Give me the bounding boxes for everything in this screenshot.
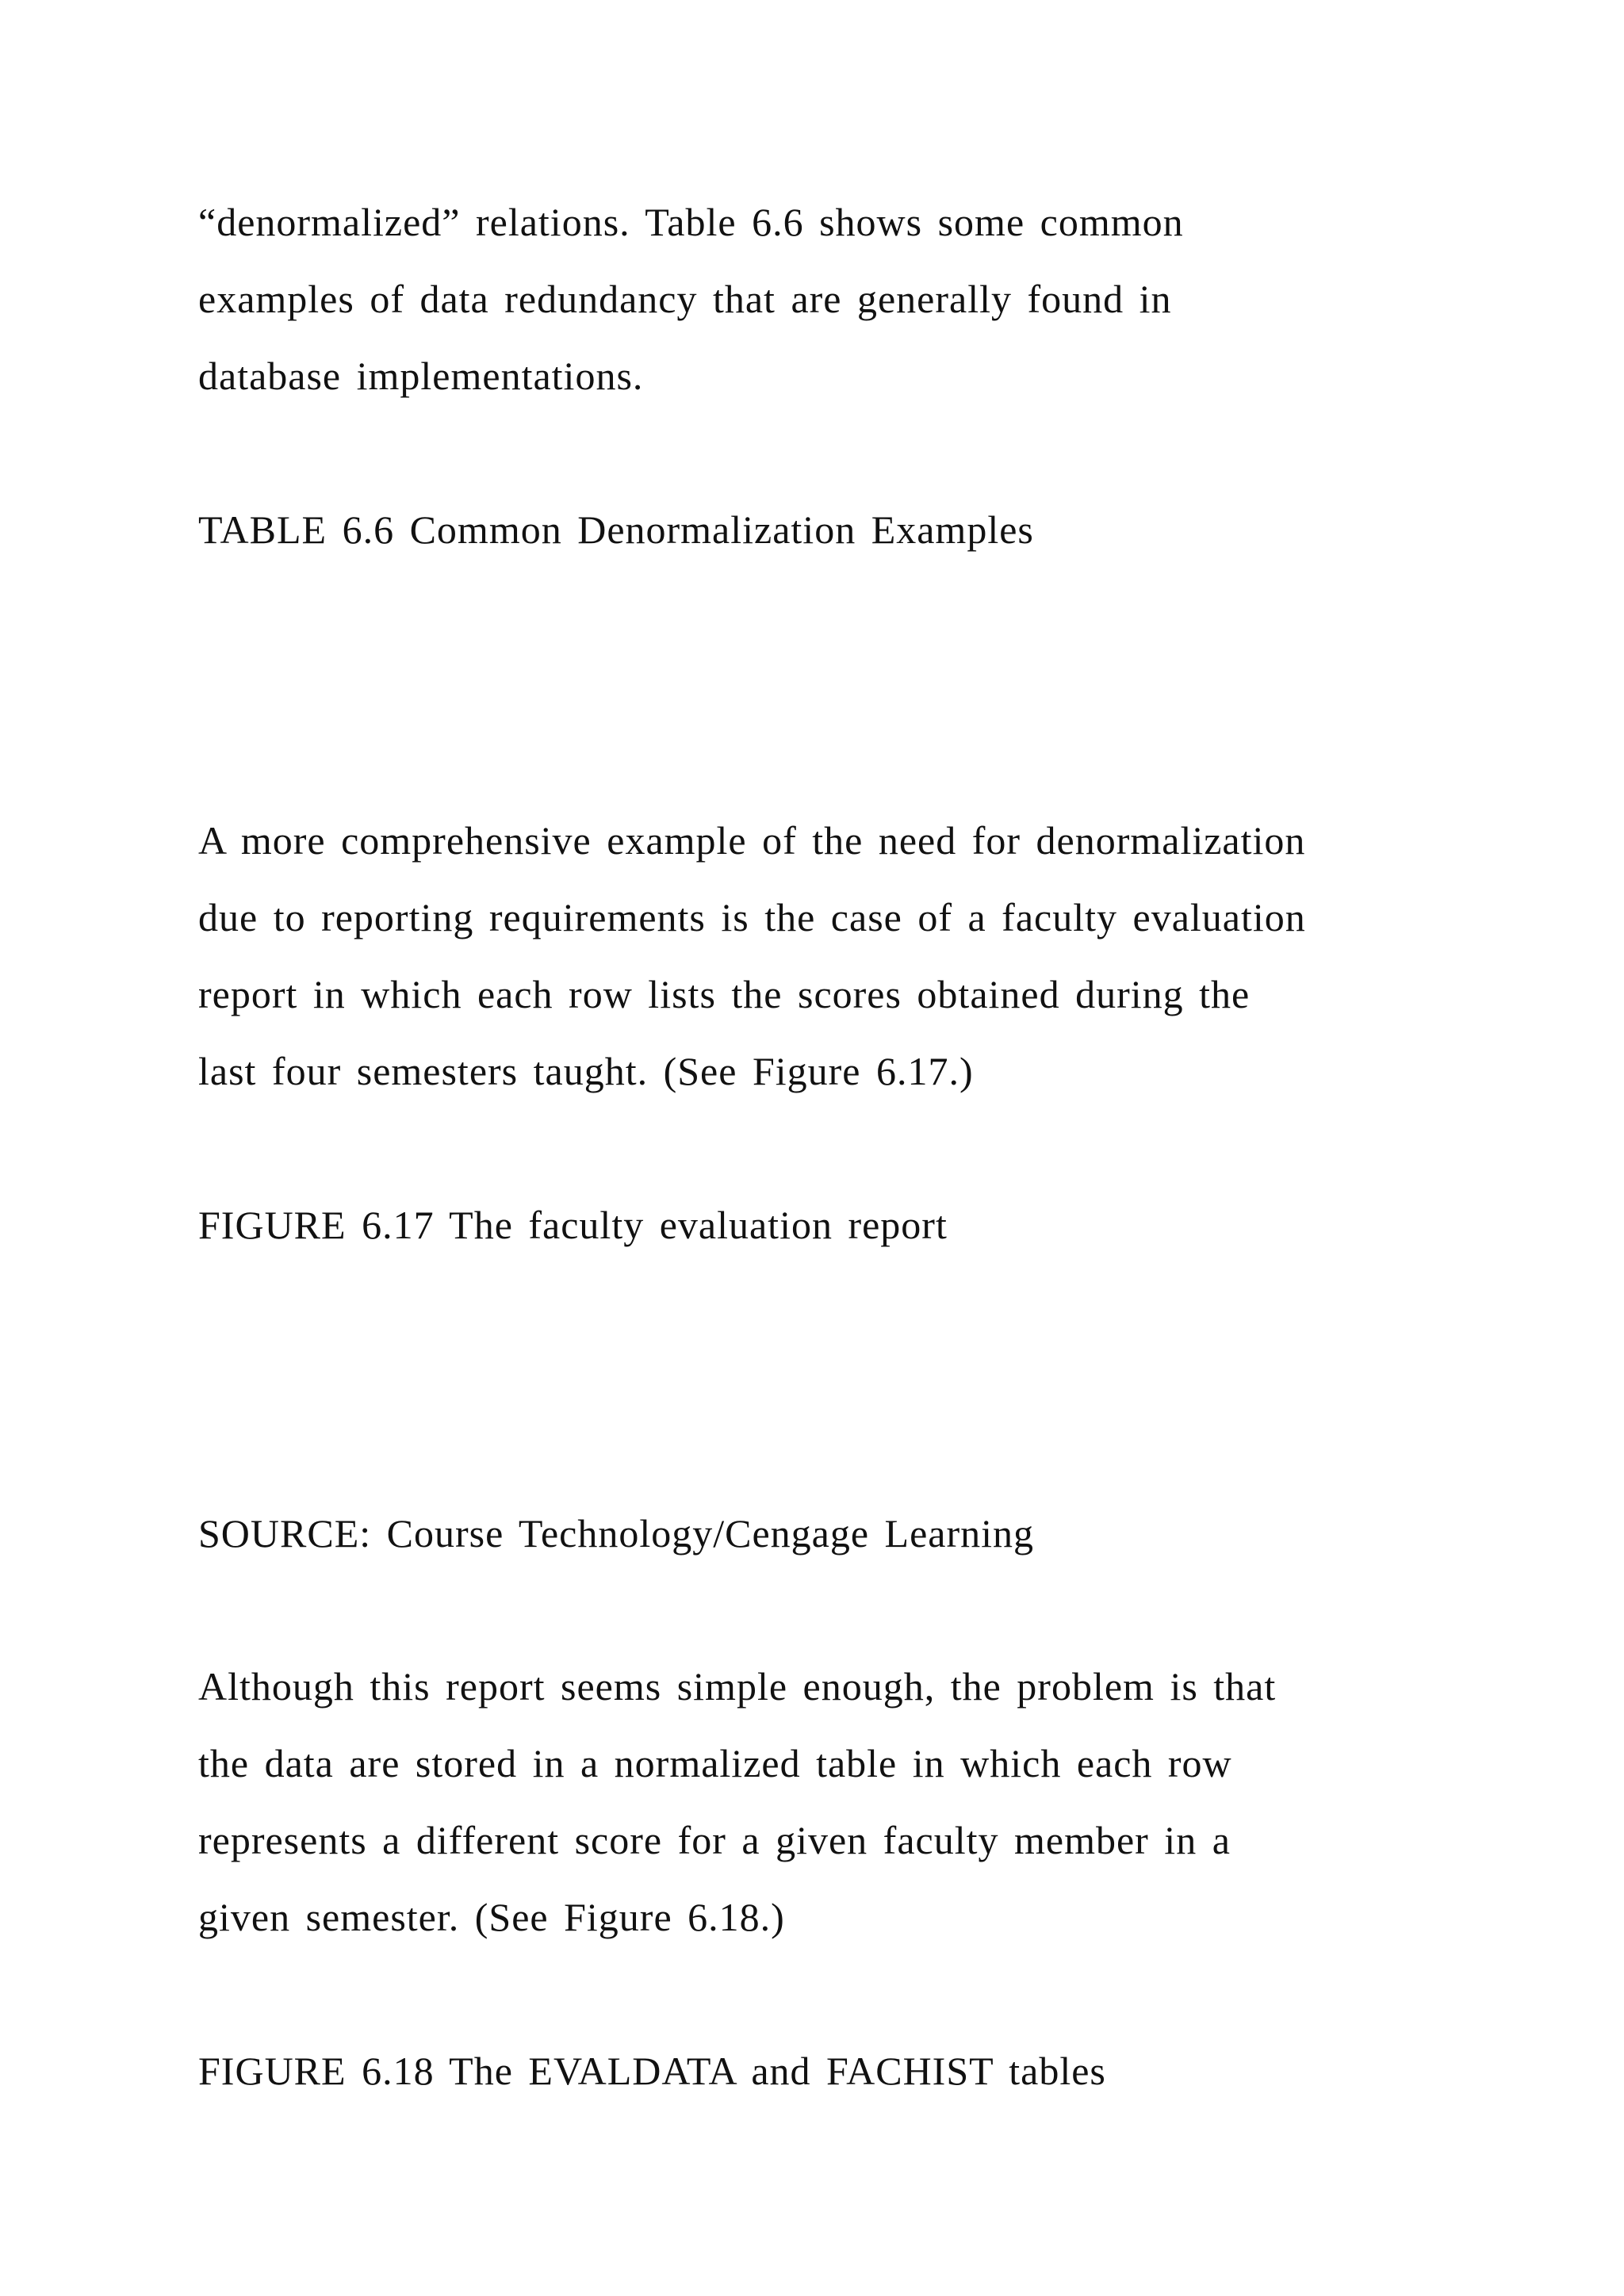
figure-6-18-caption: FIGURE 6.18 The EVALDATA and FACHIST tables — [198, 2049, 1106, 2093]
intro-line-1: “denormalized” relations. Table 6.6 shows some common — [198, 200, 1184, 244]
paragraph3-line-4: given semester. (See Figure 6.18.) — [198, 1895, 785, 1939]
paragraph3-line-3: represents a different score for a given faculty member in a — [198, 1818, 1231, 1862]
source-line: SOURCE: Course Technology/Cengage Learning — [198, 1511, 1035, 1556]
paragraph-denormalization-example — [198, 802, 1499, 1110]
paragraph2-line-4: last four semesters taught. (See Figure 6.17.) — [198, 1049, 974, 1093]
paragraph3-line-2: the data are stored in a normalized table in which each row — [198, 1741, 1232, 1785]
paragraph2-line-1: A more comprehensive example of the need for denormalization — [198, 818, 1306, 863]
paragraph2-line-3: report in which each row lists the scores obtained during the — [198, 972, 1251, 1016]
intro-line-3: database implementations. — [198, 354, 644, 398]
paragraph3-line-1: Although this report seems simple enough, the problem is that — [198, 1664, 1277, 1709]
figure-6-17-caption: FIGURE 6.17 The faculty evaluation report — [198, 1203, 948, 1247]
paragraph-normalized-table — [198, 1648, 1499, 1956]
table-caption: TABLE 6.6 Common Denormalization Examples — [198, 507, 1034, 552]
intro-line-2: examples of data redundancy that are generally found in — [198, 277, 1172, 321]
intro-paragraph — [198, 184, 1499, 415]
paragraph2-line-2: due to reporting requirements is the case of a faculty evaluation — [198, 895, 1306, 939]
